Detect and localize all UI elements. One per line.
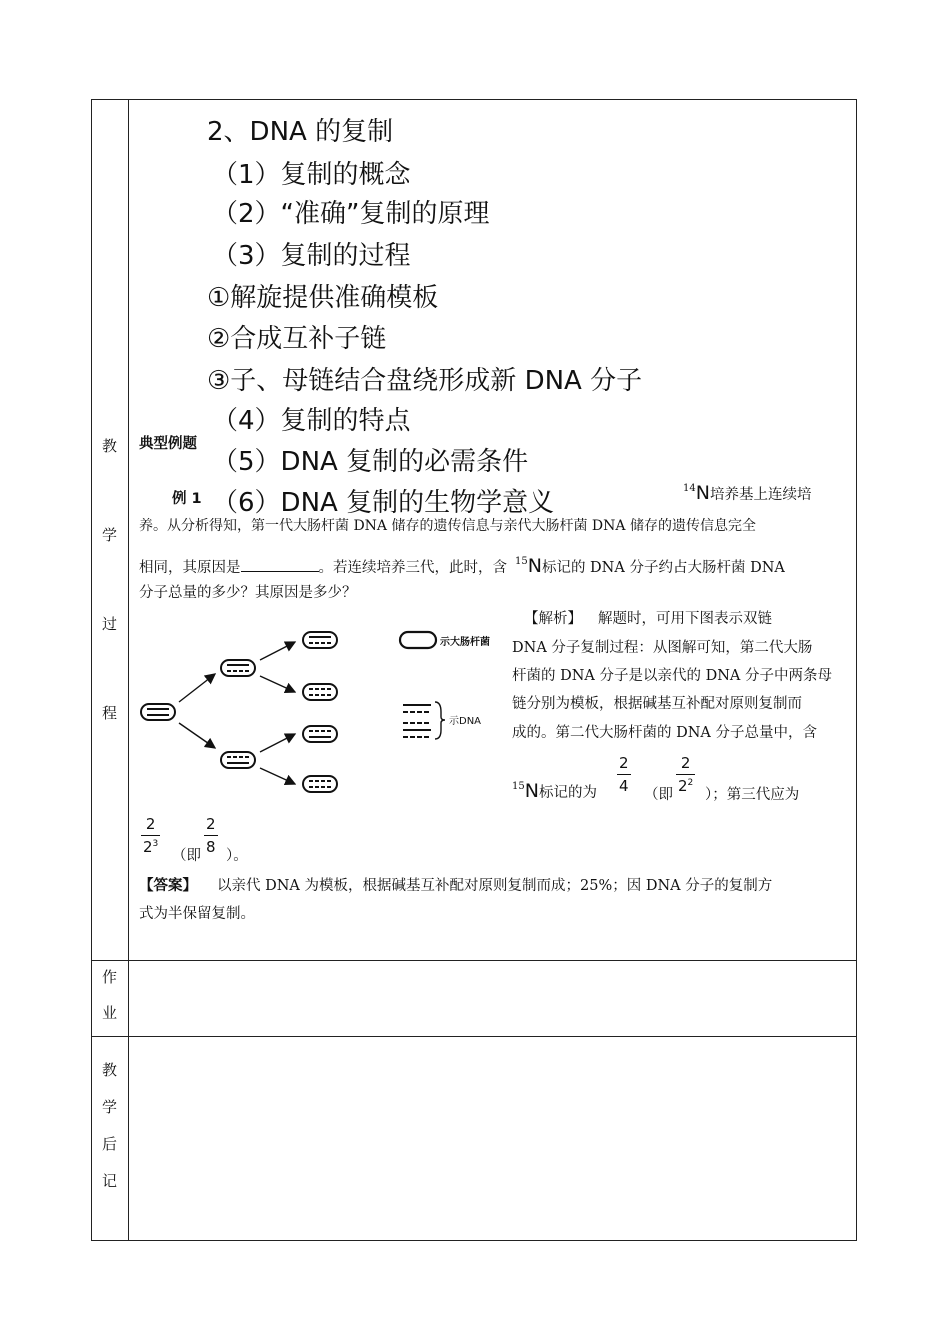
bacterium-gen3-1 xyxy=(303,632,337,648)
denominator: 8 xyxy=(206,838,216,856)
analysis-line7-tail: ）。 xyxy=(226,848,248,864)
bacterium-gen2-bottom xyxy=(221,752,255,768)
example-line1-tail xyxy=(683,484,811,503)
analysis-line2: DNA 分子复制过程：从图解可知，第二代大肠 xyxy=(512,640,813,656)
answer-line2: 式为半保留复制。 xyxy=(139,906,255,922)
analysis-line7-mid: （即 xyxy=(172,848,201,864)
analysis-line5: 成的。第二代大肠杆菌的 DNA 分子总量中，含 xyxy=(512,725,818,741)
label-char: 记 xyxy=(101,1172,117,1190)
row-divider-afterword xyxy=(91,1036,857,1037)
text-run: 标记的 DNA 分子约占大肠杆菌 DNA xyxy=(541,560,785,576)
numerator: 2 xyxy=(619,754,629,772)
bacterium-gen3-2 xyxy=(303,684,337,700)
isotope-mass: 15 xyxy=(515,556,528,567)
fraction-2-over-2-squared xyxy=(676,756,695,794)
outline-item: （4）复制的特点 xyxy=(212,406,411,436)
bacterium-parent xyxy=(141,704,175,720)
analysis-line3: 杆菌的 DNA 分子是以亲代的 DNA 分子中两条母 xyxy=(512,668,833,684)
label-teaching-process xyxy=(91,435,128,723)
denominator: 4 xyxy=(619,777,629,795)
numerator: 2 xyxy=(145,815,156,833)
label-char: 学 xyxy=(101,526,117,544)
legend-dna-strands xyxy=(403,705,431,737)
numerator: 2 xyxy=(206,815,216,833)
label-char: 作 xyxy=(101,968,117,986)
legend-bacterium-shape xyxy=(400,632,436,648)
text-run: 培养基上连续培 xyxy=(709,487,812,503)
text-run: 。若连续培养三代，此时，含 xyxy=(318,560,507,576)
analysis-line6-prefix xyxy=(512,782,597,801)
label-homework xyxy=(91,966,128,1023)
exponent: 2 xyxy=(687,778,694,788)
example-heading: 典型例题 xyxy=(139,436,197,452)
outline-item: （5）DNA 复制的必需条件 xyxy=(212,447,529,477)
base: 2 xyxy=(143,838,153,856)
legend-brace-icon xyxy=(435,702,445,739)
label-char: 教 xyxy=(101,1061,117,1079)
analysis-line6-tail: ）；第三代应为 xyxy=(705,787,800,803)
isotope-mass: 14 xyxy=(683,483,696,494)
numerator: 2 xyxy=(680,754,691,772)
denominator xyxy=(141,840,160,855)
analysis-tag: 【解析】 xyxy=(524,611,582,627)
label-char: 程 xyxy=(101,704,117,722)
bacterium-gen3-4 xyxy=(303,776,337,792)
outline-step: ②合成互补子链 xyxy=(207,324,387,354)
legend-bacterium-label: 示大肠杆菌 xyxy=(440,637,490,648)
analysis-line1 xyxy=(524,612,772,627)
answer-tag: 【答案】 xyxy=(139,878,197,894)
outline-step: ①解旋提供准确模板 xyxy=(207,283,439,313)
text-run: 相同，其原因是 xyxy=(139,560,241,576)
example-line2: 养。从分析得知，第一代大肠杆菌 DNA 储存的遗传信息与亲代大肠杆菌 DNA 储存的遗传信息完全 xyxy=(139,518,756,534)
label-char: 过 xyxy=(101,615,117,633)
answer-blank xyxy=(241,559,319,572)
text-run: 解题时，可用下图表示双链 xyxy=(598,611,772,627)
column-divider xyxy=(128,99,129,1241)
outline-step: ③子、母链结合盘绕形成新 DNA 分子 xyxy=(207,366,643,396)
label-char: 后 xyxy=(101,1135,117,1153)
dna-replication-diagram xyxy=(135,620,505,805)
nitrogen-symbol: N xyxy=(527,555,542,577)
nitrogen-symbol: N xyxy=(695,482,710,504)
legend-dna-label: 示DNA xyxy=(449,716,482,727)
nitrogen-symbol: N xyxy=(524,780,539,802)
label-afterword xyxy=(91,1059,128,1191)
outline-item: （6）DNA 复制的生物学意义 xyxy=(212,488,555,518)
analysis-line6-mid: （即 xyxy=(644,787,673,803)
exponent: 3 xyxy=(152,839,159,849)
outline-item: （1）复制的概念 xyxy=(212,160,411,190)
bacterium-gen2-top xyxy=(221,660,255,676)
analysis-line4: 链分别为模板，根据碱基互补配对原则复制而 xyxy=(512,696,802,712)
denominator xyxy=(676,779,695,794)
outline-item: （3）复制的过程 xyxy=(212,241,411,271)
fraction-2-over-4 xyxy=(617,756,631,794)
label-char: 学 xyxy=(101,1098,117,1116)
row-divider-homework xyxy=(91,960,857,961)
example-line4: 分子总量的多少？其原因是多少？ xyxy=(139,585,357,601)
outline-heading: 2、DNA 的复制 xyxy=(207,117,394,147)
text-run: 标记的为 xyxy=(538,785,597,801)
base: 2 xyxy=(678,777,688,795)
bacterium-gen3-3 xyxy=(303,726,337,742)
fraction-2-over-2-cubed xyxy=(141,817,160,855)
isotope-mass: 15 xyxy=(512,781,525,792)
fraction-2-over-8 xyxy=(204,817,218,855)
outline-item: （2）“准确”复制的原理 xyxy=(212,199,490,229)
answer-line1 xyxy=(139,879,772,894)
example-label: 例 1 xyxy=(172,491,202,507)
example-line3 xyxy=(139,557,785,576)
text-run: 以亲代 DNA 为模板，根据碱基互补配对原则复制而成；25%；因 DNA 分子的复制方 xyxy=(217,878,773,894)
label-char: 业 xyxy=(101,1004,117,1022)
label-char: 教 xyxy=(101,437,117,455)
